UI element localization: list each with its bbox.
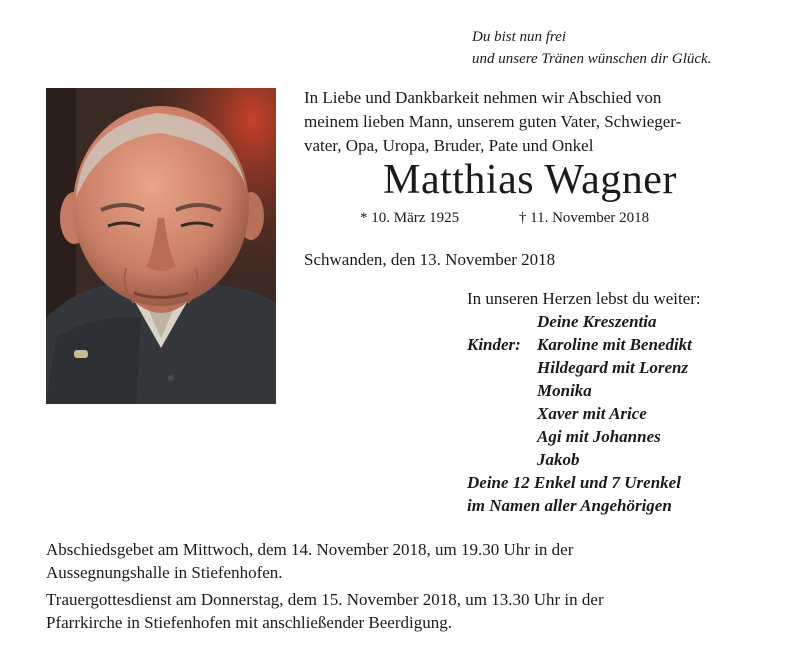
death-date: † 11. November 2018 xyxy=(518,210,650,226)
life-dates xyxy=(360,206,649,230)
mourner-wife: Deine Kreszentia xyxy=(537,312,657,331)
birth-date: * 10. März 1925 xyxy=(360,210,460,226)
child-entry: Hildegard mit Lorenz xyxy=(537,358,689,377)
prayer-line-1: Abschiedsgebet am Mittwoch, dem 14. November 2018, um 19.30 Uhr in der xyxy=(46,540,574,559)
child-entry: Xaver mit Arice xyxy=(537,404,647,423)
mourners-lead: In unseren Herzen lebst du weiter: xyxy=(467,289,701,308)
relatives-entry: im Namen aller Angehörigen xyxy=(467,496,672,515)
child-entry: Karoline mit Benedikt xyxy=(537,335,692,354)
memorial-quote xyxy=(472,26,711,70)
mass-line-1: Trauergottesdienst am Donnerstag, dem 15. November 2018, um 13.30 Uhr in der xyxy=(46,590,604,609)
intro-line-3: vater, Opa, Uropa, Bruder, Pate und Onkel xyxy=(304,136,594,155)
mourners-list xyxy=(467,287,701,517)
quote-line-2: und unsere Tränen wünschen dir Glück. xyxy=(472,51,712,67)
farewell-prayer-info xyxy=(46,538,756,584)
portrait-photo xyxy=(46,88,276,404)
mass-line-2: Pfarrkirche in Stiefenhofen mit anschließender Beerdigung. xyxy=(46,613,452,632)
deceased-name: Matthias Wagner xyxy=(383,157,677,203)
child-entry: Monika xyxy=(537,381,592,400)
intro-line-1: In Liebe und Dankbarkeit nehmen wir Abschied von xyxy=(304,88,662,107)
children-label: Kinder: xyxy=(467,335,521,354)
children-row-1 xyxy=(467,333,701,356)
prayer-line-2: Aussegnungshalle in Stiefenhofen. xyxy=(46,563,283,582)
service-info xyxy=(46,538,756,638)
intro-text xyxy=(304,86,756,158)
grandchildren-entry: Deine 12 Enkel und 7 Urenkel xyxy=(467,473,681,492)
intro-line-2: meinem lieben Mann, unserem guten Vater, Schwieger- xyxy=(304,112,682,131)
child-entry: Agi mit Johannes xyxy=(537,427,661,446)
quote-line-1: Du bist nun frei xyxy=(472,29,567,45)
funeral-mass-info xyxy=(46,588,756,634)
child-entry: Jakob xyxy=(537,450,580,469)
place-and-date: Schwanden, den 13. November 2018 xyxy=(304,250,556,269)
